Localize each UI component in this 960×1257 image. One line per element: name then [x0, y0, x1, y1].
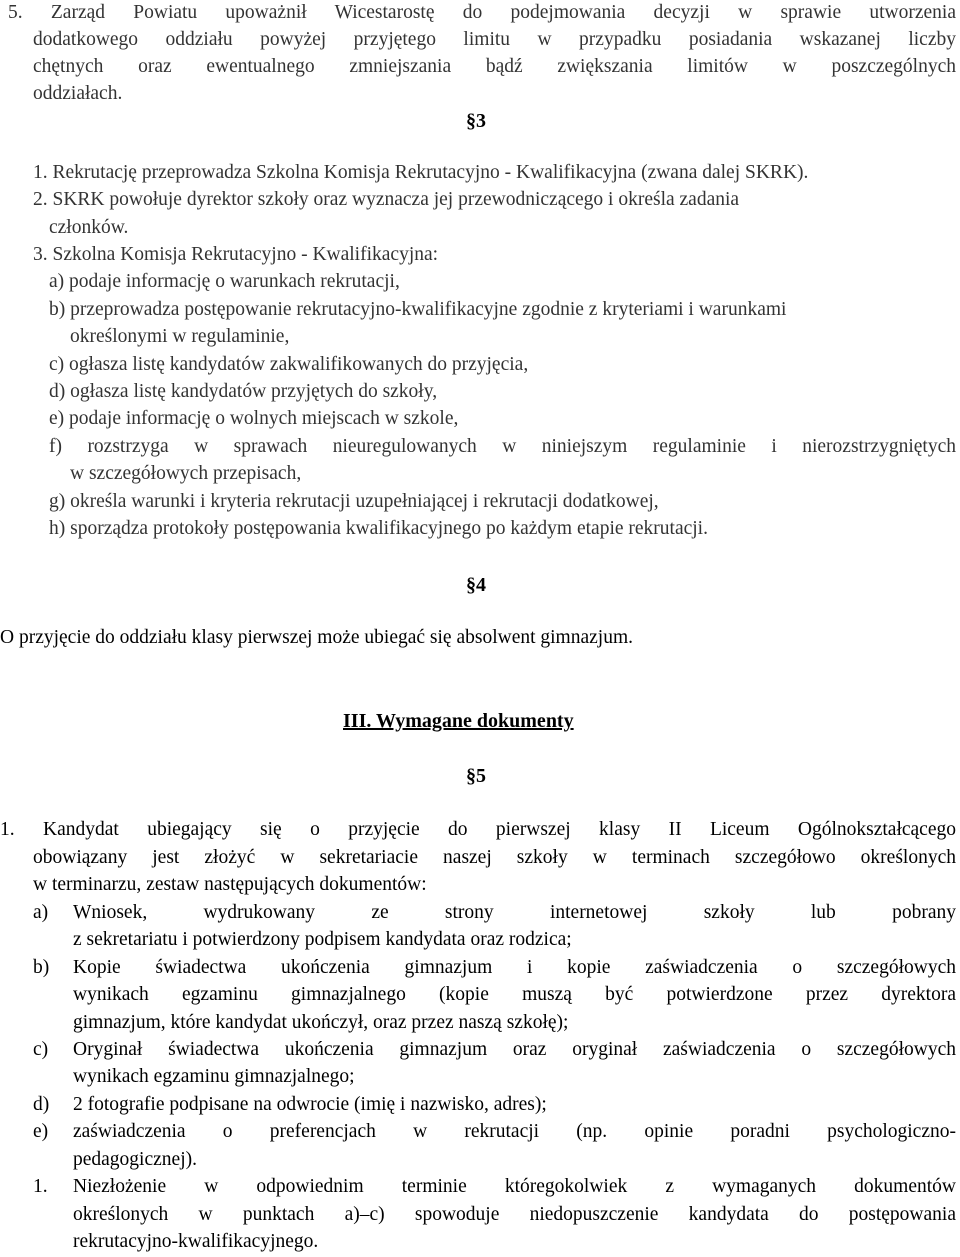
commission-task-h: h) sporządza protokoły postępowania kwalifikacyjnego po każdym etapie rekrutacji. [49, 518, 708, 539]
par5-item-1-line-1: 1. Kandydat ubiegający się o przyjęcie do pierwszej klasy II Liceum Ogólnokształcącego [0, 819, 956, 840]
section-heading-5: §5 [466, 765, 486, 787]
commission-task-b-line-1: b) przeprowadza postępowanie rekrutacyjno-kwalifikacyjne zgodnie z kryteriami i warunkami [49, 299, 787, 320]
document-c-line-1: Oryginał świadectwa ukończenia gimnazjum oraz oryginał zaświadczenia o szczegółowych [73, 1039, 956, 1060]
note-line-2: określonych w punktach a)–c) spowoduje niedopuszczenie kandydata do postępowania [73, 1204, 956, 1225]
document-a-line-2: z sekretariatu i potwierdzony podpisem kandydata oraz rodzica; [73, 929, 572, 950]
intro-line-1: 5. Zarząd Powiatu upoważnił Wicestarostę do podejmowania decyzji w sprawie utworzenia [8, 2, 956, 23]
document-e-line-1: zaświadczenia o preferencjach w rekrutacji (np. opinie poradni psychologiczno- [73, 1121, 956, 1142]
section-heading-3: §3 [466, 110, 486, 132]
commission-task-e: e) podaje informację o wolnych miejscach w szkole, [49, 408, 459, 429]
par4-text: O przyjęcie do oddziału klasy pierwszej może ubiegać się absolwent gimnazjum. [0, 627, 633, 648]
document-marker-d: d) [33, 1094, 50, 1115]
note-marker: 1. [33, 1176, 48, 1197]
document-d-line-1: 2 fotografie podpisane na odwrocie (imię i nazwisko, adres); [73, 1094, 547, 1115]
document-marker-a: a) [33, 902, 49, 923]
par3-item-2-line-2: członków. [49, 217, 129, 238]
par5-item-1-line-3: w terminarzu, zestaw następujących dokumentów: [33, 874, 427, 895]
document-b-line-2: wynikach egzaminu gimnazjalnego (kopie muszą być potwierdzone przez dyrektora [73, 984, 956, 1005]
document-marker-b: b) [33, 957, 50, 978]
par3-item-1: 1. Rekrutację przeprowadza Szkolna Komisja Rekrutacyjno - Kwalifikacyjna (zwana dalej SKRK). [33, 162, 809, 183]
intro-line-4: oddziałach. [33, 83, 123, 104]
document-marker-c: c) [33, 1039, 49, 1060]
document-b-line-3: gimnazjum, które kandydat ukończył, oraz przez naszą szkołę); [73, 1012, 569, 1033]
document-c-line-2: wynikach egzaminu gimnazjalnego; [73, 1066, 355, 1087]
chapter-title: III. Wymagane dokumenty [343, 710, 574, 732]
commission-task-a: a) podaje informację o warunkach rekrutacji, [49, 271, 400, 292]
document-a-line-1: Wniosek, wydrukowany ze strony internetowej szkoły lub pobrany [73, 902, 956, 923]
commission-task-c: c) ogłasza listę kandydatów zakwalifikowanych do przyjęcia, [49, 354, 529, 375]
document-marker-e: e) [33, 1121, 49, 1142]
section-heading-4: §4 [466, 574, 486, 596]
commission-task-f-line-1: f) rozstrzyga w sprawach nieuregulowanych w niniejszym regulaminie i nierozstrzygniętych [49, 436, 956, 457]
note-line-1: Niezłożenie w odpowiednim terminie któregokolwiek z wymaganych dokumentów [73, 1176, 956, 1197]
intro-line-2: dodatkowego oddziału powyżej przyjętego limitu w przypadku posiadania wskazanej liczby [33, 29, 956, 50]
document-e-line-2: pedagogicznej). [73, 1149, 197, 1170]
commission-task-f-line-2: w szczegółowych przepisach, [70, 463, 302, 484]
commission-task-g: g) określa warunki i kryteria rekrutacji uzupełniającej i rekrutacji dodatkowej, [49, 491, 659, 512]
commission-task-b-line-2: określonymi w regulaminie, [70, 326, 290, 347]
note-line-3: rekrutacyjno-kwalifikacyjnego. [73, 1231, 319, 1252]
commission-task-d: d) ogłasza listę kandydatów przyjętych do szkoły, [49, 381, 438, 402]
intro-line-3: chętnych oraz ewentualnego zmniejszania bądź zwiększania limitów w poszczególnych [33, 56, 956, 77]
par3-item-2-line-1: 2. SKRK powołuje dyrektor szkoły oraz wyznacza jej przewodniczącego i określa zadania [33, 189, 740, 210]
par3-item-3: 3. Szkolna Komisja Rekrutacyjno - Kwalifikacyjna: [33, 244, 439, 265]
document-b-line-1: Kopie świadectwa ukończenia gimnazjum i kopie zaświadczenia o szczegółowych [73, 957, 956, 978]
par5-item-1-line-2: obowiązany jest złożyć w sekretariacie naszej szkoły w terminach szczegółowo określonych [33, 847, 956, 868]
